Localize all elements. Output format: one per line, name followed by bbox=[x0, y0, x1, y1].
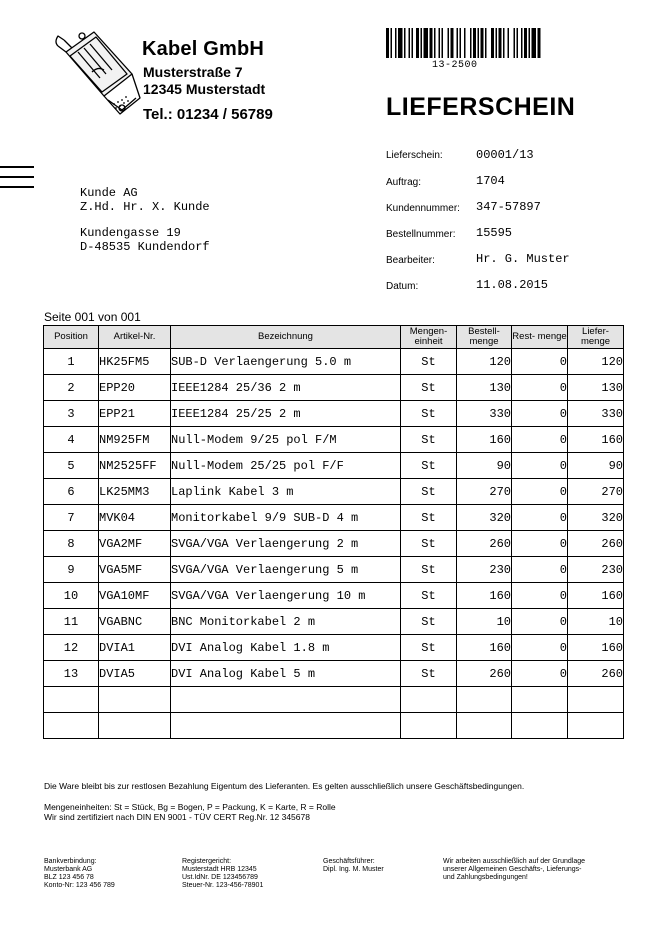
cell-unit: St bbox=[401, 609, 457, 635]
cell-description: SVGA/VGA Verlaengerung 5 m bbox=[171, 557, 401, 583]
info-value-customer-number: 347-57897 bbox=[476, 200, 541, 214]
cell-remaining-qty: 0 bbox=[512, 453, 568, 479]
cell-unit: St bbox=[401, 375, 457, 401]
info-label-order-number: Bestellnummer: bbox=[386, 229, 456, 240]
cell-remaining-qty: 0 bbox=[512, 427, 568, 453]
table-row bbox=[44, 531, 624, 557]
cell-description: DVI Analog Kabel 1.8 m bbox=[171, 635, 401, 661]
cell-remaining-qty: 0 bbox=[512, 531, 568, 557]
cell-position: 12 bbox=[44, 635, 99, 661]
cell-ordered-qty: 260 bbox=[457, 531, 512, 557]
cell-article-number: DVIA1 bbox=[99, 635, 171, 661]
cell-description: IEEE1284 25/36 2 m bbox=[171, 375, 401, 401]
cell-ordered-qty: 160 bbox=[457, 427, 512, 453]
cell-delivered-qty: 130 bbox=[568, 375, 624, 401]
cell-position: 13 bbox=[44, 661, 99, 687]
footer-register-line: Steuer-Nr. 123-456-78901 bbox=[182, 882, 264, 889]
barcode-bar bbox=[439, 28, 441, 58]
footer-register-line: Registergericht: bbox=[182, 858, 232, 865]
cell-article-number: VGA2MF bbox=[99, 531, 171, 557]
barcode-bar bbox=[416, 28, 419, 58]
barcode-bar bbox=[538, 28, 541, 58]
barcode-bar bbox=[499, 28, 502, 58]
cell-empty bbox=[401, 687, 457, 713]
cell-ordered-qty: 230 bbox=[457, 557, 512, 583]
table-row bbox=[44, 635, 624, 661]
barcode-bar bbox=[421, 28, 423, 58]
barcode-bar bbox=[404, 28, 406, 58]
barcode-number: 13-2500 bbox=[432, 60, 478, 71]
barcode-bar bbox=[409, 28, 411, 58]
fold-mark bbox=[0, 176, 34, 178]
barcode-bar bbox=[430, 28, 433, 58]
barcode-bar bbox=[491, 28, 494, 58]
cell-ordered-qty: 260 bbox=[457, 661, 512, 687]
cell-unit: St bbox=[401, 401, 457, 427]
info-label-delivery-note: Lieferschein: bbox=[386, 150, 443, 161]
cell-article-number: NM2525FF bbox=[99, 453, 171, 479]
info-value-clerk: Hr. G. Muster bbox=[476, 252, 570, 266]
cell-delivered-qty: 230 bbox=[568, 557, 624, 583]
barcode-bar bbox=[514, 28, 516, 58]
cell-article-number: NM925FM bbox=[99, 427, 171, 453]
connector-logo-icon bbox=[52, 22, 144, 124]
header-article-number: Artikel-Nr. bbox=[99, 326, 171, 349]
barcode-bar bbox=[464, 28, 466, 58]
cell-position: 8 bbox=[44, 531, 99, 557]
table-row bbox=[44, 401, 624, 427]
barcode-bar bbox=[457, 28, 459, 58]
cell-unit: St bbox=[401, 427, 457, 453]
cell-empty bbox=[171, 713, 401, 739]
header-delivered-qty: Liefer- menge bbox=[568, 326, 624, 349]
header-description: Bezeichnung bbox=[171, 326, 401, 349]
footer-ceo-line: Dipl. Ing. M. Muster bbox=[323, 866, 384, 873]
cell-unit: St bbox=[401, 349, 457, 375]
barcode-bar bbox=[470, 28, 472, 58]
cell-remaining-qty: 0 bbox=[512, 557, 568, 583]
cell-empty bbox=[171, 687, 401, 713]
cell-position: 7 bbox=[44, 505, 99, 531]
cell-empty bbox=[568, 713, 624, 739]
cell-position: 10 bbox=[44, 583, 99, 609]
page-info: Seite 001 von 001 bbox=[44, 310, 141, 324]
cell-empty bbox=[457, 713, 512, 739]
header-ordered-qty: Bestell- menge bbox=[457, 326, 512, 349]
barcode-bar bbox=[473, 28, 476, 58]
cell-ordered-qty: 10 bbox=[457, 609, 512, 635]
cell-unit: St bbox=[401, 505, 457, 531]
barcode-bar bbox=[442, 28, 444, 58]
footer-cert-note: Wir sind zertifiziert nach DIN EN 9001 - TÜV CERT Reg.Nr. 12 345678 bbox=[44, 812, 310, 822]
footer-bank-line: Musterbank AG bbox=[44, 866, 93, 873]
info-label-customer-number: Kundennummer: bbox=[386, 203, 460, 214]
table-row bbox=[44, 583, 624, 609]
cell-ordered-qty: 330 bbox=[457, 401, 512, 427]
barcode-bar bbox=[521, 28, 523, 58]
footer-bank-line: BLZ 123 456 78 bbox=[44, 874, 94, 881]
footer-bank-line: Konto-Nr: 123 456 789 bbox=[44, 882, 115, 889]
cell-position: 2 bbox=[44, 375, 99, 401]
barcode-bar bbox=[524, 28, 527, 58]
cell-position: 4 bbox=[44, 427, 99, 453]
cell-empty bbox=[457, 687, 512, 713]
cell-delivered-qty: 320 bbox=[568, 505, 624, 531]
cell-empty bbox=[99, 713, 171, 739]
cell-empty bbox=[401, 713, 457, 739]
info-value-order: 1704 bbox=[476, 174, 505, 188]
fold-mark bbox=[0, 186, 34, 188]
items-table bbox=[43, 325, 624, 739]
cell-article-number: EPP20 bbox=[99, 375, 171, 401]
info-value-order-number: 15595 bbox=[476, 226, 513, 240]
cell-position: 6 bbox=[44, 479, 99, 505]
footer-register-line: Musterstadt HRB 12345 bbox=[182, 866, 257, 873]
cell-delivered-qty: 90 bbox=[568, 453, 624, 479]
footer-ceo-line: Geschäftsführer: bbox=[323, 858, 375, 865]
cell-delivered-qty: 270 bbox=[568, 479, 624, 505]
cell-empty bbox=[44, 687, 99, 713]
table-row bbox=[44, 609, 624, 635]
cell-unit: St bbox=[401, 557, 457, 583]
table-row bbox=[44, 453, 624, 479]
barcode-bar bbox=[412, 28, 414, 58]
company-street: Musterstraße 7 bbox=[143, 64, 243, 80]
info-label-date: Datum: bbox=[386, 281, 419, 292]
cell-description: SVGA/VGA Verlaengerung 2 m bbox=[171, 531, 401, 557]
table-row bbox=[44, 661, 624, 687]
company-name: Kabel GmbH bbox=[142, 38, 265, 60]
barcode-bar bbox=[496, 28, 498, 58]
cell-ordered-qty: 90 bbox=[457, 453, 512, 479]
cell-delivered-qty: 160 bbox=[568, 583, 624, 609]
barcode-bar bbox=[451, 28, 454, 58]
cell-article-number: EPP21 bbox=[99, 401, 171, 427]
cell-remaining-qty: 0 bbox=[512, 609, 568, 635]
cell-description: Null-Modem 25/25 pol F/F bbox=[171, 453, 401, 479]
cell-article-number: VGABNC bbox=[99, 609, 171, 635]
cell-delivered-qty: 120 bbox=[568, 349, 624, 375]
cell-article-number: VGA10MF bbox=[99, 583, 171, 609]
barcode-bar bbox=[481, 28, 484, 58]
barcode-bar bbox=[391, 28, 393, 58]
barcode-bar bbox=[460, 28, 462, 58]
footer-terms-line: unserer Allgemeinen Geschäfts-, Lieferungs- bbox=[443, 866, 582, 873]
table-row bbox=[44, 479, 624, 505]
table-row bbox=[44, 427, 624, 453]
info-label-order: Auftrag: bbox=[386, 177, 422, 188]
info-value-date: 11.08.2015 bbox=[476, 278, 549, 292]
cell-ordered-qty: 160 bbox=[457, 583, 512, 609]
cell-unit: St bbox=[401, 453, 457, 479]
cell-unit: St bbox=[401, 479, 457, 505]
cell-description: Null-Modem 9/25 pol F/M bbox=[171, 427, 401, 453]
fold-mark bbox=[0, 166, 34, 168]
footer-ownership-note: Die Ware bleibt bis zur restlosen Bezahlung Eigentum des Lieferanten. Es gelten ausschließlich unsere Geschäftsbedingungen. bbox=[44, 781, 525, 791]
footer-units-note: Mengeneinheiten: St = Stück, Bg = Bogen, P = Packung, K = Karte, R = Rolle bbox=[44, 802, 336, 812]
cell-delivered-qty: 160 bbox=[568, 635, 624, 661]
barcode-bar bbox=[448, 28, 450, 58]
barcode-bar bbox=[503, 28, 505, 58]
barcode-bar bbox=[517, 28, 519, 58]
cell-ordered-qty: 270 bbox=[457, 479, 512, 505]
cell-ordered-qty: 160 bbox=[457, 635, 512, 661]
cell-delivered-qty: 330 bbox=[568, 401, 624, 427]
cell-remaining-qty: 0 bbox=[512, 401, 568, 427]
barcode-bar bbox=[395, 28, 397, 58]
footer-bank-line: Bankverbindung: bbox=[44, 858, 97, 865]
recipient-contact: Z.Hd. Hr. X. Kunde bbox=[80, 200, 210, 214]
cell-delivered-qty: 10 bbox=[568, 609, 624, 635]
table-row bbox=[44, 375, 624, 401]
footer-register-block bbox=[182, 858, 263, 890]
cell-remaining-qty: 0 bbox=[512, 661, 568, 687]
cell-unit: St bbox=[401, 661, 457, 687]
cell-delivered-qty: 260 bbox=[568, 661, 624, 687]
cell-remaining-qty: 0 bbox=[512, 375, 568, 401]
cell-remaining-qty: 0 bbox=[512, 479, 568, 505]
cell-description: BNC Monitorkabel 2 m bbox=[171, 609, 401, 635]
cell-ordered-qty: 130 bbox=[457, 375, 512, 401]
cell-description: Monitorkabel 9/9 SUB-D 4 m bbox=[171, 505, 401, 531]
cell-position: 1 bbox=[44, 349, 99, 375]
info-value-delivery-note: 00001/13 bbox=[476, 148, 534, 162]
table-row bbox=[44, 505, 624, 531]
table-row bbox=[44, 349, 624, 375]
header-position: Position bbox=[44, 326, 99, 349]
cell-position: 9 bbox=[44, 557, 99, 583]
recipient-company: Kunde AG bbox=[80, 186, 138, 200]
cell-position: 11 bbox=[44, 609, 99, 635]
barcode-bar bbox=[478, 28, 480, 58]
document-title: LIEFERSCHEIN bbox=[386, 93, 576, 121]
header-unit: Mengen- einheit bbox=[401, 326, 457, 349]
table-header-row bbox=[44, 326, 624, 349]
cell-article-number: HK25FM5 bbox=[99, 349, 171, 375]
company-city: 12345 Musterstadt bbox=[143, 81, 266, 97]
footer-terms-line: Wir arbeiten ausschließlich auf der Grundlage bbox=[443, 858, 586, 865]
cell-article-number: VGA5MF bbox=[99, 557, 171, 583]
barcode-icon bbox=[386, 28, 542, 58]
table-row-empty bbox=[44, 713, 624, 739]
barcode-bar bbox=[386, 28, 389, 58]
barcode-bar bbox=[398, 28, 403, 58]
barcode-bar bbox=[532, 28, 537, 58]
footer-ceo-block bbox=[323, 858, 384, 874]
cell-unit: St bbox=[401, 635, 457, 661]
info-label-clerk: Bearbeiter: bbox=[386, 255, 435, 266]
header-remaining-qty: Rest- menge bbox=[512, 326, 568, 349]
cell-remaining-qty: 0 bbox=[512, 635, 568, 661]
barcode-bar bbox=[508, 28, 510, 58]
cell-ordered-qty: 320 bbox=[457, 505, 512, 531]
cell-remaining-qty: 0 bbox=[512, 505, 568, 531]
cell-description: SUB-D Verlaengerung 5.0 m bbox=[171, 349, 401, 375]
table-row-empty bbox=[44, 687, 624, 713]
cell-empty bbox=[44, 713, 99, 739]
cell-ordered-qty: 120 bbox=[457, 349, 512, 375]
cell-unit: St bbox=[401, 583, 457, 609]
cell-description: SVGA/VGA Verlaengerung 10 m bbox=[171, 583, 401, 609]
cell-empty bbox=[568, 687, 624, 713]
cell-description: Laplink Kabel 3 m bbox=[171, 479, 401, 505]
cell-delivered-qty: 160 bbox=[568, 427, 624, 453]
barcode-bar bbox=[424, 28, 429, 58]
cell-position: 5 bbox=[44, 453, 99, 479]
cell-article-number: MVK04 bbox=[99, 505, 171, 531]
barcode-bar bbox=[529, 28, 531, 58]
cell-remaining-qty: 0 bbox=[512, 349, 568, 375]
footer-terms-line: und Zahlungsbedingungen! bbox=[443, 874, 528, 881]
recipient-street: Kundengasse 19 bbox=[80, 226, 181, 240]
cell-empty bbox=[99, 687, 171, 713]
cell-article-number: DVIA5 bbox=[99, 661, 171, 687]
footer-bank-block bbox=[44, 858, 115, 890]
barcode-bar bbox=[434, 28, 436, 58]
company-phone: Tel.: 01234 / 56789 bbox=[143, 106, 273, 123]
cell-article-number: LK25MM3 bbox=[99, 479, 171, 505]
cell-description: IEEE1284 25/25 2 m bbox=[171, 401, 401, 427]
footer-terms-block bbox=[443, 858, 585, 882]
barcode-bar bbox=[485, 28, 487, 58]
cell-delivered-qty: 260 bbox=[568, 531, 624, 557]
cell-description: DVI Analog Kabel 5 m bbox=[171, 661, 401, 687]
cell-unit: St bbox=[401, 531, 457, 557]
cell-empty bbox=[512, 687, 568, 713]
footer-register-line: Ust.IdNr. DE 123456789 bbox=[182, 874, 258, 881]
cell-empty bbox=[512, 713, 568, 739]
cell-remaining-qty: 0 bbox=[512, 583, 568, 609]
cell-position: 3 bbox=[44, 401, 99, 427]
recipient-city: D-48535 Kundendorf bbox=[80, 240, 210, 254]
table-row bbox=[44, 557, 624, 583]
